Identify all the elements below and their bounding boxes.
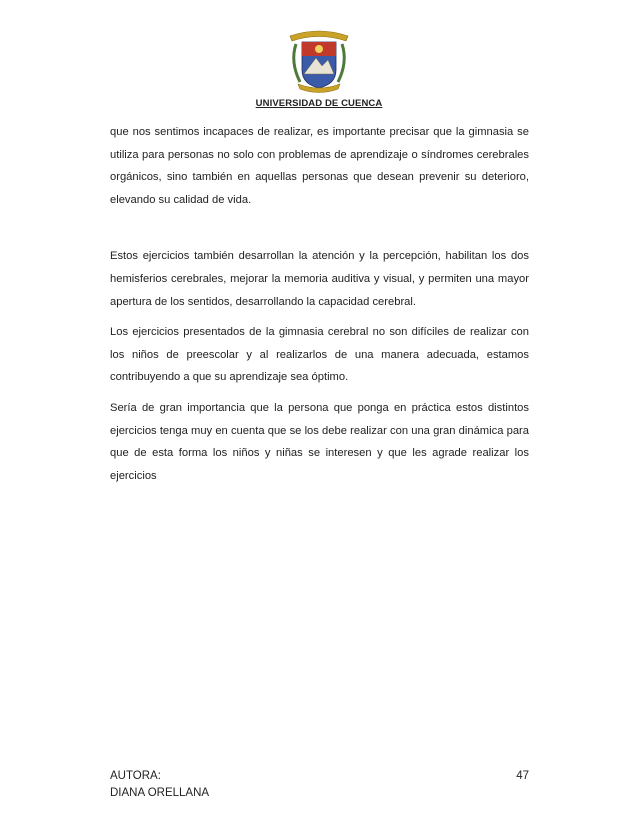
document-body [110, 121, 529, 487]
paragraph-1: que nos sentimos incapaces de realizar, es importante precisar que la gimnasia se utiliza para personas no solo con problemas de aprendizaje o síndromes cerebrales orgánicos, sino también en aquellas personas que desean prevenir su deterioro, elevando su calidad de vida. [110, 126, 529, 206]
university-crest-logo [286, 22, 352, 94]
paragraph-2: Estos ejercicios también desarrollan la atención y la percepción, habilitan los dos hemisferios cerebrales, mejorar la memoria auditiva y visual, y permiten una mayor apertura de los sentidos, desarrollando la capacidad cerebral. [110, 250, 529, 308]
paragraph-3: Los ejercicios presentados de la gimnasia cerebral no son difíciles de realizar con los niños de preescolar y al realizarlos de una manera adecuada, estamos contribuyendo a que su aprendizaje sea óptimo. [110, 326, 529, 384]
footer-author [110, 768, 209, 802]
footer-author-label: AUTORA: [110, 770, 161, 782]
page-number: 47 [516, 770, 529, 782]
paragraph-4: Sería de gran importancia que la persona que ponga en práctica estos distintos ejercicios tenga muy en cuenta que se los debe realizar con una gran dinámica para que de esta forma los niños y niñas se interesen y que les agrade realizar los ejercicios [110, 401, 529, 482]
page-header-title: UNIVERSIDAD DE CUENCA [255, 98, 383, 109]
footer-author-name: DIANA ORELLANA [110, 787, 210, 799]
